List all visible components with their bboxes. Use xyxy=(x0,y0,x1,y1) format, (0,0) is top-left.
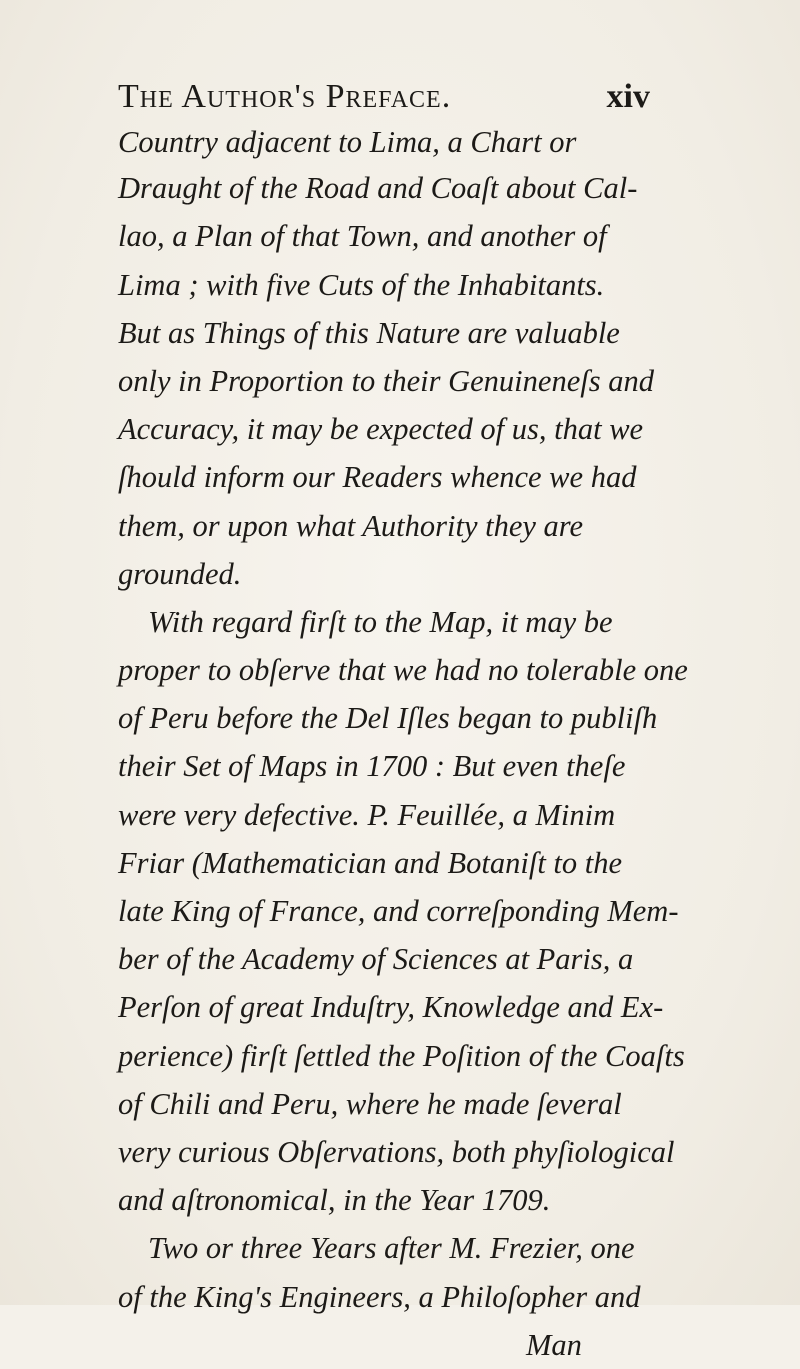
text-line: grounded. xyxy=(118,556,242,591)
text-line: ber of the Academy of Sciences at Paris, a xyxy=(118,942,634,977)
text-line: Draught of the Road and Coaſt about Cal- xyxy=(118,171,638,206)
running-title: The Author's Preface. xyxy=(118,78,452,115)
text-line: of Peru before the Del Iſles began to publiſh xyxy=(118,701,658,736)
text-line: Lima ; with five Cuts of the Inhabitants. xyxy=(118,267,605,302)
body-text xyxy=(118,118,688,1369)
text-line: their Set of Maps in 1700 : But even theſe xyxy=(118,749,626,784)
text-line: lao, a Plan of that Town, and another of xyxy=(118,219,607,254)
text-line: proper to obſerve that we had no tolerable one xyxy=(118,653,688,688)
text-line: Accuracy, it may be expected of us, that we xyxy=(118,412,644,447)
text-line: late King of France, and correſponding Mem- xyxy=(118,894,679,928)
text-line: only in Proportion to their Genuineneſs and xyxy=(118,363,654,398)
page-header xyxy=(118,78,650,122)
text-line: of the King's Engineers, a Philoſopher and xyxy=(118,1279,641,1314)
text-line: were very defective. P. Feuillée, a Minim xyxy=(118,797,616,832)
text-line: very curious Obſervations, both phyſiological xyxy=(118,1134,675,1169)
text-line: and aſtronomical, in the Year 1709. xyxy=(118,1183,551,1218)
text-line: of Chili and Peru, where he made ſeveral xyxy=(118,1086,622,1121)
text-line: Country adjacent to Lima, a Chart or xyxy=(118,125,577,159)
page-number: xiv xyxy=(606,78,650,115)
text-line: Perſon of great Induſtry, Knowledge and Ex- xyxy=(118,990,664,1025)
text-line: But as Things of this Nature are valuable xyxy=(118,315,620,350)
paragraph-start-line: Two or three Years after M. Frezier, one xyxy=(148,1231,635,1266)
text-line: Friar (Mathematician and Botaniſt to the xyxy=(118,845,623,880)
paragraph-start-line: With regard firſt to the Map, it may be xyxy=(148,604,613,639)
text-line: them, or upon what Authority they are xyxy=(118,508,584,543)
text-line: ſhould inform our Readers whence we had xyxy=(118,460,637,495)
text-line: perience) firſt ſettled the Poſition of the Coaſts xyxy=(118,1038,685,1073)
catchword: Man xyxy=(526,1327,582,1362)
